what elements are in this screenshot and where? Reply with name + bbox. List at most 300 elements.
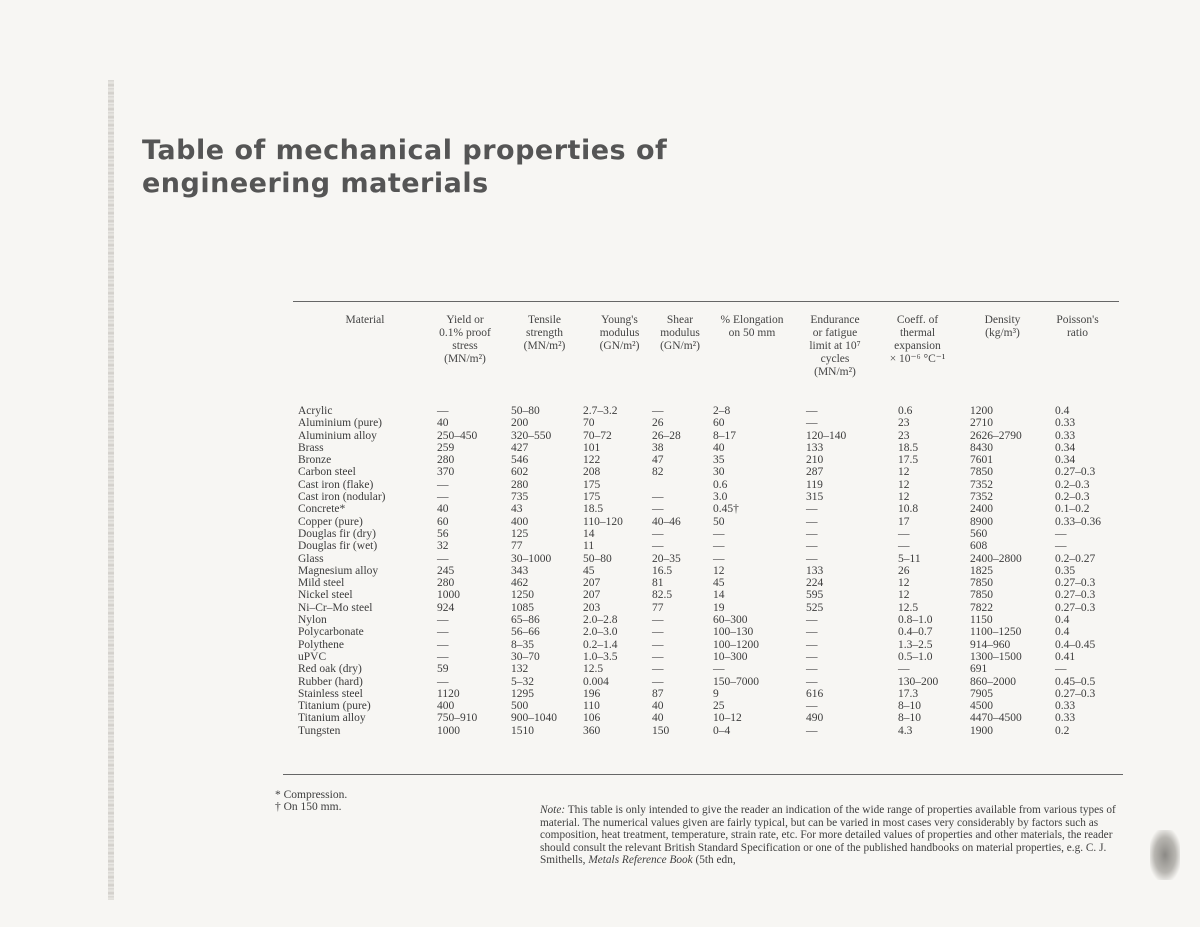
column-poisson [1055,405,1101,737]
cell-thermal-20: 0.5–1.0 [898,650,933,663]
cell-poisson-16: 0.27–0.3 [1055,601,1096,614]
cell-poisson-6: 0.2–0.3 [1055,478,1090,491]
note-book-title: Metals Reference Book [588,854,693,867]
cell-shear-4: 47 [652,454,664,467]
cell-endurance-20: — [806,650,818,663]
cell-tensile-2: 320–550 [511,429,552,442]
cell-young-16: 203 [583,601,601,614]
cell-elongation-2: 8–17 [713,429,736,442]
cell-young-13: 45 [583,564,595,577]
cell-poisson-0: 0.4 [1055,405,1070,417]
cell-young-17: 2.0–2.8 [583,614,618,627]
cell-poisson-26: 0.2 [1055,724,1070,737]
cell-density-11: 608 [970,540,988,553]
cell-material-22: Rubber (hard) [298,675,363,688]
cell-density-12: 2400–2800 [970,552,1022,565]
cell-shear-19: — [652,638,664,651]
cell-shear-5: 82 [652,466,664,479]
column-thermal [898,405,938,737]
cell-young-25: 106 [583,712,601,725]
cell-yield-9: 60 [437,515,449,528]
cell-material-12: Glass [298,552,324,565]
cell-thermal-8: 10.8 [898,503,919,516]
note-tail: (5th edn, [692,854,736,867]
cell-material-14: Mild steel [298,577,345,590]
cell-density-21: 691 [970,663,988,676]
cell-shear-16: 77 [652,601,664,614]
cell-density-20: 1300–1500 [970,650,1022,663]
cell-shear-7: — [652,491,664,504]
cell-shear-1: 26 [652,417,664,430]
cell-poisson-14: 0.27–0.3 [1055,577,1096,590]
footnotes [275,789,347,813]
cell-elongation-1: 60 [713,417,725,430]
cell-young-0: 2.7–3.2 [583,405,618,417]
cell-young-7: 175 [583,491,601,504]
cell-endurance-21: — [806,663,818,676]
cell-endurance-5: 287 [806,466,824,479]
cell-poisson-20: 0.41 [1055,650,1076,663]
cell-poisson-17: 0.4 [1055,614,1070,627]
cell-tensile-13: 343 [511,564,529,577]
cell-young-22: 0.004 [583,675,609,688]
cell-density-24: 4500 [970,700,993,713]
cell-tensile-26: 1510 [511,724,534,737]
cell-endurance-19: — [806,638,818,651]
cell-yield-11: 32 [437,540,449,553]
cell-thermal-22: 130–200 [898,675,939,688]
cell-yield-24: 400 [437,700,455,713]
cell-shear-24: 40 [652,700,664,713]
cell-endurance-16: 525 [806,601,824,614]
cell-tensile-19: 8–35 [511,638,534,651]
cell-young-20: 1.0–3.5 [583,650,618,663]
cell-tensile-14: 462 [511,577,529,590]
cell-tensile-15: 1250 [511,589,534,602]
cell-shear-8: — [652,503,664,516]
cell-yield-8: 40 [437,503,449,516]
cell-shear-22: — [652,675,664,688]
cell-material-15: Nickel steel [298,589,353,602]
cell-elongation-9: 50 [713,515,725,528]
cell-shear-25: 40 [652,712,664,725]
cell-yield-19: — [437,638,449,651]
cell-poisson-23: 0.27–0.3 [1055,687,1096,700]
cell-material-1: Aluminium (pure) [298,417,382,430]
cell-yield-7: — [437,491,449,504]
cell-material-8: Concrete* [298,503,346,516]
cell-yield-12: — [437,552,449,565]
cell-density-19: 914–960 [970,638,1011,651]
cell-elongation-12: — [713,552,725,565]
note-label: Note: [540,804,566,816]
cell-endurance-18: — [806,626,818,639]
footnote-150mm: † On 150 mm. [275,801,342,813]
cell-shear-14: 81 [652,577,664,590]
cell-elongation-24: 25 [713,700,725,713]
cell-tensile-7: 735 [511,491,529,504]
table-header [0,314,1200,394]
column-shear [652,405,681,737]
cell-elongation-5: 30 [713,466,725,479]
cell-material-6: Cast iron (flake) [298,478,374,491]
cell-thermal-12: 5–11 [898,552,921,565]
cell-density-25: 4470–4500 [970,712,1022,725]
cell-material-7: Cast iron (nodular) [298,491,386,504]
column-tensile [511,405,557,737]
cell-elongation-11: — [713,540,725,553]
cell-material-20: uPVC [298,650,327,663]
cell-tensile-10: 125 [511,527,529,540]
cell-yield-2: 250–450 [437,429,478,442]
cell-thermal-18: 0.4–0.7 [898,626,933,639]
cell-tensile-21: 132 [511,663,529,676]
cell-yield-3: 259 [437,441,455,454]
cell-poisson-18: 0.4 [1055,626,1070,639]
cell-shear-3: 38 [652,441,664,454]
cell-density-8: 2400 [970,503,993,516]
cell-elongation-10: — [713,527,725,540]
cell-thermal-4: 17.5 [898,454,919,467]
cell-young-24: 110 [583,700,600,713]
cell-elongation-15: 14 [713,589,725,602]
cell-thermal-3: 18.5 [898,441,919,454]
cell-poisson-5: 0.27–0.3 [1055,466,1096,479]
cell-young-5: 208 [583,466,601,479]
cell-elongation-19: 100–1200 [713,638,759,651]
cell-shear-17: — [652,614,664,627]
cell-material-4: Bronze [298,454,332,467]
cell-poisson-10: — [1055,527,1067,540]
cell-yield-18: — [437,626,449,639]
cell-poisson-9: 0.33–0.36 [1055,515,1101,528]
cell-material-2: Aluminium alloy [298,429,377,442]
header-young: Young's modulus (GN/m²) [599,314,640,352]
cell-density-18: 1100–1250 [970,626,1022,639]
cell-thermal-21: — [898,663,910,676]
cell-thermal-17: 0.8–1.0 [898,614,933,627]
cell-yield-13: 245 [437,564,455,577]
cell-shear-18: — [652,626,664,639]
note-paragraph [540,804,1130,867]
cell-yield-17: — [437,614,449,627]
cell-thermal-1: 23 [898,417,910,430]
cell-density-10: 560 [970,527,988,540]
cell-elongation-8: 0.45† [713,503,739,516]
header-thermal: Coeff. of thermal expansion × 10⁻⁶ °C⁻¹ [889,314,946,365]
cell-elongation-23: 9 [713,687,719,700]
cell-thermal-24: 8–10 [898,700,921,713]
header-shear: Shear modulus (GN/m²) [660,314,700,352]
cell-elongation-16: 19 [713,601,725,614]
column-yield [437,405,477,737]
cell-density-15: 7850 [970,589,993,602]
cell-thermal-19: 1.3–2.5 [898,638,933,651]
cell-endurance-4: 210 [806,454,824,467]
cell-material-24: Titanium (pure) [298,700,371,713]
cell-endurance-7: 315 [806,491,824,504]
cell-material-23: Stainless steel [298,687,363,700]
cell-elongation-20: 10–300 [713,650,748,663]
cell-yield-20: — [437,650,449,663]
cell-tensile-11: 77 [511,540,523,553]
cell-yield-25: 750–910 [437,712,478,725]
cell-tensile-18: 56–66 [511,626,540,639]
cell-shear-11: — [652,540,664,553]
cell-tensile-0: 50–80 [511,405,540,417]
cell-endurance-26: — [806,724,818,737]
cell-elongation-3: 40 [713,441,725,454]
cell-young-21: 12.5 [583,663,604,676]
cell-endurance-9: — [806,515,818,528]
cell-young-4: 122 [583,454,601,467]
cell-yield-14: 280 [437,577,455,590]
cell-density-1: 2710 [970,417,993,430]
cell-endurance-10: — [806,527,818,540]
cell-young-6: 175 [583,478,601,491]
cell-young-12: 50–80 [583,552,612,565]
cell-shear-21: — [652,663,664,676]
table-top-rule [293,301,1119,302]
cell-young-19: 0.2–1.4 [583,638,618,651]
cell-elongation-4: 35 [713,454,725,467]
cell-shear-6 [652,479,681,491]
title-line-2: engineering materials [142,168,489,199]
cell-endurance-12: — [806,552,818,565]
cell-endurance-25: 490 [806,712,824,725]
cell-young-11: 11 [583,540,595,553]
cell-endurance-1: — [806,417,818,430]
cell-thermal-10: — [898,527,910,540]
cell-poisson-21: — [1055,663,1067,676]
cell-thermal-13: 26 [898,564,910,577]
cell-tensile-1: 200 [511,417,529,430]
title-line-1: Table of mechanical properties of [142,135,668,166]
cell-endurance-23: 616 [806,687,824,700]
cell-tensile-25: 900–1040 [511,712,557,725]
column-endurance [806,405,846,737]
cell-thermal-14: 12 [898,577,910,590]
cell-young-2: 70–72 [583,429,612,442]
cell-density-23: 7905 [970,687,993,700]
scan-artifact [1150,830,1180,880]
column-young [583,405,623,737]
column-material [298,405,386,737]
cell-material-3: Brass [298,441,324,454]
cell-yield-26: 1000 [437,724,460,737]
cell-thermal-15: 12 [898,589,910,602]
cell-material-5: Carbon steel [298,466,356,479]
cell-density-2: 2626–2790 [970,429,1022,442]
header-material: Material [345,314,385,326]
cell-elongation-21: — [713,663,725,676]
cell-thermal-6: 12 [898,478,910,491]
cell-density-13: 1825 [970,564,993,577]
cell-density-4: 7601 [970,454,993,467]
cell-shear-9: 40–46 [652,515,681,528]
cell-young-15: 207 [583,589,601,602]
cell-density-17: 1150 [970,614,993,627]
cell-poisson-1: 0.33 [1055,417,1076,430]
cell-thermal-5: 12 [898,466,910,479]
cell-yield-5: 370 [437,466,455,479]
cell-yield-6: — [437,478,449,491]
cell-elongation-22: 150–7000 [713,675,759,688]
cell-tensile-23: 1295 [511,687,534,700]
cell-tensile-12: 30–1000 [511,552,552,565]
cell-tensile-17: 65–86 [511,614,540,627]
page-title [142,134,667,200]
header-tensile: Tensile strength (MN/m²) [523,314,566,352]
cell-young-1: 70 [583,417,595,430]
cell-poisson-8: 0.1–0.2 [1055,503,1090,516]
cell-tensile-22: 5–32 [511,675,534,688]
cell-elongation-13: 12 [713,564,725,577]
cell-material-16: Ni–Cr–Mo steel [298,601,373,614]
cell-young-26: 360 [583,724,601,737]
cell-young-3: 101 [583,441,601,454]
cell-poisson-19: 0.4–0.45 [1055,638,1096,651]
cell-elongation-17: 60–300 [713,614,748,627]
cell-thermal-25: 8–10 [898,712,921,725]
cell-shear-20: — [652,650,664,663]
cell-elongation-7: 3.0 [713,491,728,504]
cell-thermal-26: 4.3 [898,724,913,737]
cell-elongation-26: 0–4 [713,724,731,737]
cell-material-21: Red oak (dry) [298,663,362,676]
cell-tensile-16: 1085 [511,601,534,614]
cell-elongation-14: 45 [713,577,725,590]
cell-elongation-25: 10–12 [713,712,742,725]
cell-shear-23: 87 [652,687,664,700]
cell-poisson-25: 0.33 [1055,712,1076,725]
cell-endurance-3: 133 [806,441,824,454]
note-text: This table is only intended to give the reader an indication of the wide range of properties available from various types of material. The numerical values given are fairly typical, but can be varied in most cases very considerably by factors such as composition, heat treatment, temperature, strain rate, etc. For more detailed values of properties and other materials, the reader should consult the relevant British Standard Specification or one of the published handbooks on material properties, e.g. C. J. Smithells, [540,804,1116,867]
header-endurance: Endurance or fatigue limit at 10⁷ cycles (MN/m²) [809,314,861,378]
column-density [970,405,1022,737]
cell-material-25: Titanium alloy [298,712,366,725]
cell-elongation-6: 0.6 [713,478,728,491]
cell-thermal-0: 0.6 [898,405,913,417]
table-body [0,405,1200,775]
cell-poisson-12: 0.2–0.27 [1055,552,1096,565]
cell-material-19: Polythene [298,638,344,651]
header-density: Density (kg/m³) [984,314,1021,339]
cell-yield-4: 280 [437,454,455,467]
cell-density-6: 7352 [970,478,993,491]
cell-material-0: Acrylic [298,405,333,417]
header-poisson: Poisson's ratio [1056,314,1099,339]
cell-endurance-11: — [806,540,818,553]
cell-tensile-6: 280 [511,478,529,491]
header-elongation: % Elongation on 50 mm [720,314,784,339]
cell-endurance-6: 119 [806,478,823,491]
cell-endurance-14: 224 [806,577,824,590]
table-bottom-rule [283,774,1123,775]
cell-material-17: Nylon [298,614,327,627]
cell-yield-21: 59 [437,663,449,676]
cell-shear-13: 16.5 [652,564,673,577]
cell-yield-0: — [437,405,449,417]
cell-poisson-3: 0.34 [1055,441,1076,454]
cell-yield-23: 1120 [437,687,460,700]
cell-material-9: Copper (pure) [298,515,363,528]
cell-tensile-4: 546 [511,454,529,467]
cell-thermal-11: — [898,540,910,553]
cell-yield-10: 56 [437,527,449,540]
cell-density-9: 8900 [970,515,993,528]
cell-thermal-2: 23 [898,429,910,442]
cell-density-22: 860–2000 [970,675,1016,688]
cell-endurance-17: — [806,614,818,627]
cell-elongation-18: 100–130 [713,626,754,639]
cell-young-8: 18.5 [583,503,604,516]
cell-endurance-15: 595 [806,589,824,602]
cell-density-14: 7850 [970,577,993,590]
cell-density-26: 1900 [970,724,993,737]
cell-material-10: Douglas fir (dry) [298,527,376,540]
cell-tensile-20: 30–70 [511,650,540,663]
cell-poisson-15: 0.27–0.3 [1055,589,1096,602]
cell-endurance-24: — [806,700,818,713]
cell-yield-1: 40 [437,417,449,430]
cell-young-18: 2.0–3.0 [583,626,618,639]
cell-shear-26: 150 [652,724,670,737]
cell-yield-15: 1000 [437,589,460,602]
cell-elongation-0: 2–8 [713,405,731,417]
cell-density-3: 8430 [970,441,993,454]
cell-young-10: 14 [583,527,595,540]
cell-density-16: 7822 [970,601,993,614]
cell-density-5: 7850 [970,466,993,479]
cell-shear-10: — [652,527,664,540]
cell-endurance-0: — [806,405,818,417]
cell-material-13: Magnesium alloy [298,564,379,577]
cell-yield-16: 924 [437,601,455,614]
cell-density-7: 7352 [970,491,993,504]
cell-poisson-22: 0.45–0.5 [1055,675,1096,688]
cell-material-18: Polycarbonate [298,626,364,639]
footnote-compression: * Compression. [275,789,348,801]
cell-poisson-11: — [1055,540,1067,553]
cell-poisson-2: 0.33 [1055,429,1076,442]
cell-tensile-8: 43 [511,503,523,516]
cell-thermal-16: 12.5 [898,601,919,614]
cell-density-0: 1200 [970,405,993,417]
cell-endurance-13: 133 [806,564,824,577]
cell-thermal-7: 12 [898,491,910,504]
cell-endurance-8: — [806,503,818,516]
cell-thermal-9: 17 [898,515,910,528]
cell-young-9: 110–120 [583,515,623,528]
cell-shear-12: 20–35 [652,552,681,565]
cell-tensile-9: 400 [511,515,529,528]
cell-poisson-13: 0.35 [1055,564,1076,577]
cell-endurance-2: 120–140 [806,429,847,442]
cell-young-23: 196 [583,687,601,700]
header-yield: Yield or 0.1% proof stress (MN/m²) [439,314,491,365]
cell-young-14: 207 [583,577,601,590]
cell-tensile-24: 500 [511,700,529,713]
cell-yield-22: — [437,675,449,688]
cell-endurance-22: — [806,675,818,688]
cell-shear-15: 82.5 [652,589,673,602]
cell-material-26: Tungsten [298,724,341,737]
column-elongation [713,405,759,737]
cell-shear-0: — [652,405,664,417]
cell-poisson-7: 0.2–0.3 [1055,491,1090,504]
cell-thermal-23: 17.3 [898,687,919,700]
